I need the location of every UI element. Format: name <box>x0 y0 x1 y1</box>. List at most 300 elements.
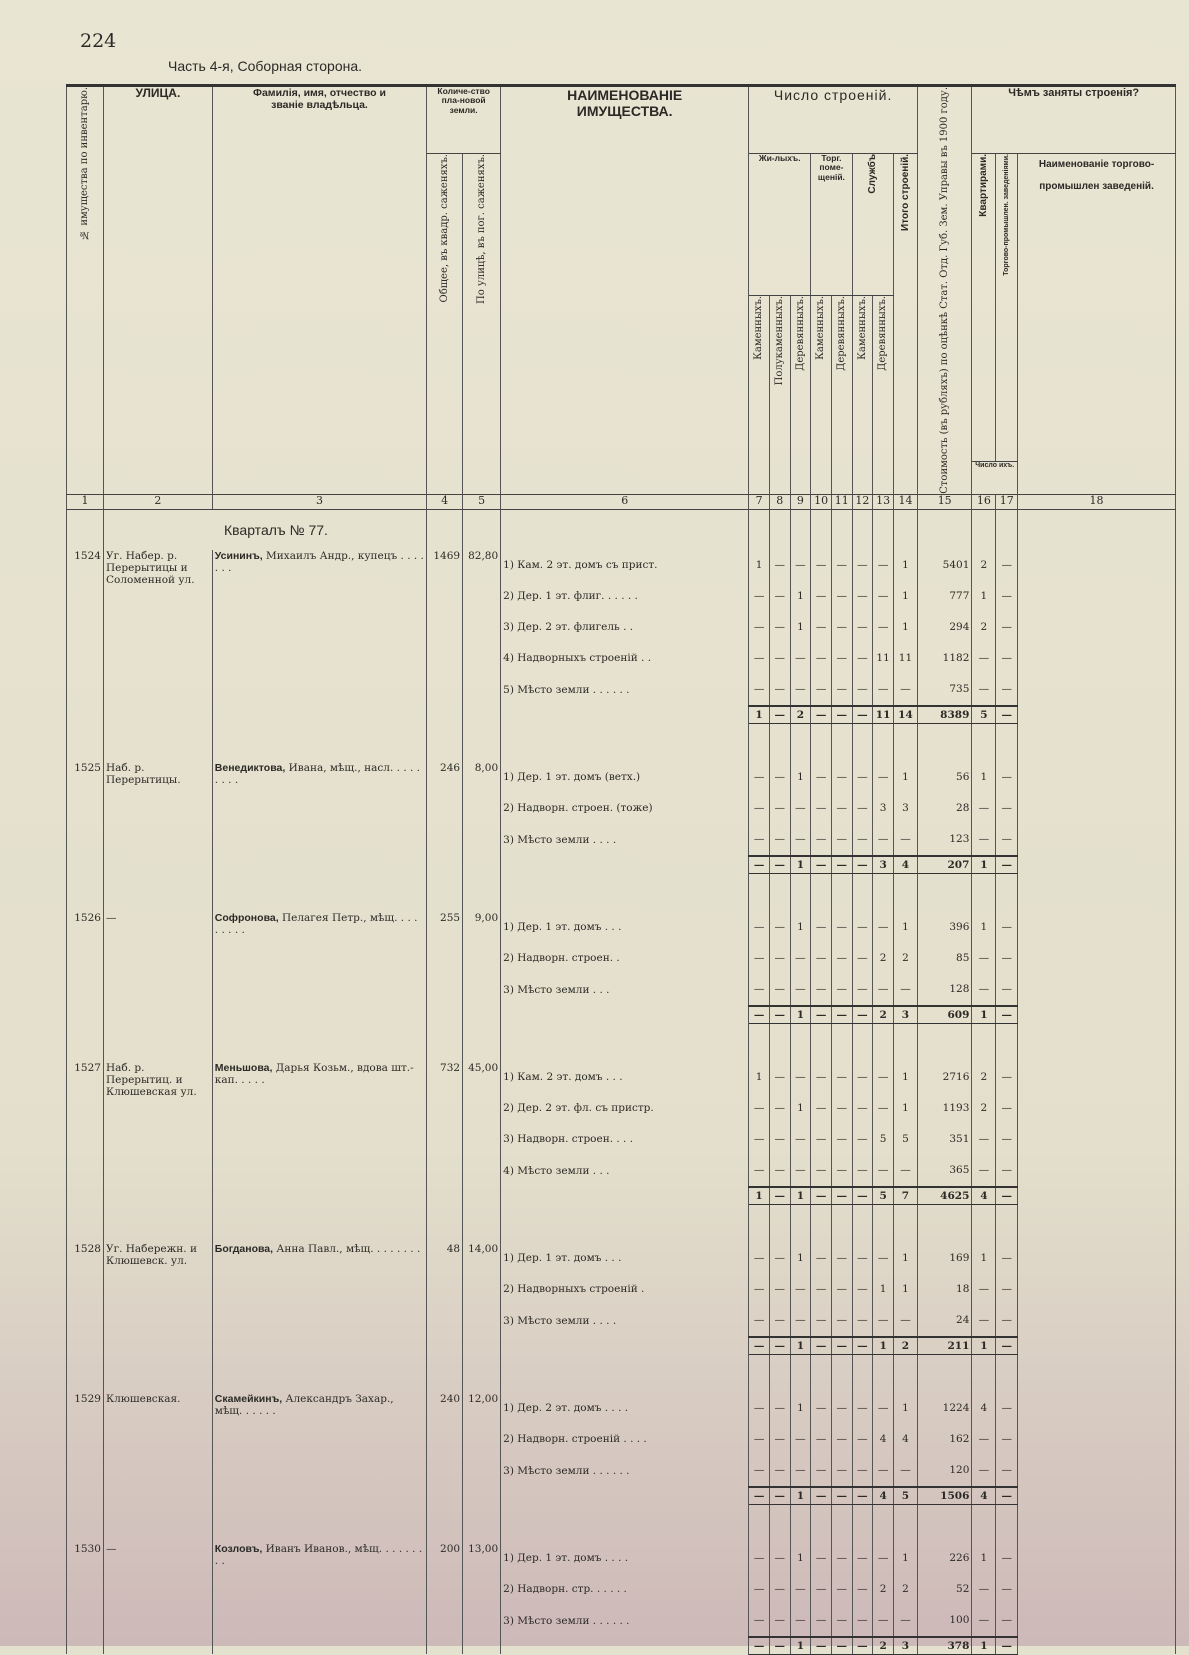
total-trade: — <box>996 706 1018 724</box>
property-name: 3) Мѣсто земли . . . . . . <box>501 1455 749 1487</box>
building-count: — <box>873 674 894 706</box>
building-count: — <box>831 550 852 581</box>
building-count: — <box>749 1574 770 1605</box>
property-name: 1) Дер. 1 эт. домъ (ветх.) <box>501 762 749 793</box>
building-count: — <box>873 1605 894 1637</box>
establishment-name <box>1018 1393 1176 1424</box>
building-count: 1 <box>893 1393 917 1424</box>
property-value: 5401 <box>917 550 971 581</box>
total-establishment <box>1018 1337 1176 1355</box>
header-establishment-names: Наименованіе торгово-промышлен заведеній. <box>1018 154 1176 495</box>
building-count: — <box>893 1605 917 1637</box>
gap-cell <box>769 1504 790 1543</box>
column-number: 7 <box>749 494 770 509</box>
building-count: 5 <box>893 1124 917 1155</box>
entry-gap-row <box>67 1023 1176 1062</box>
apartments-count: — <box>972 793 996 824</box>
building-count: — <box>811 1605 832 1637</box>
property-name: 2) Надворныхъ строеній . <box>501 1274 749 1305</box>
property-name: 3) Мѣсто земли . . . . <box>501 824 749 856</box>
land-area: 1469 <box>427 550 463 724</box>
trade-count: — <box>996 762 1018 793</box>
building-count: — <box>852 793 873 824</box>
property-item-row <box>67 762 1176 793</box>
trade-count: — <box>996 1605 1018 1637</box>
property-value: 735 <box>917 674 971 706</box>
column-number: 17 <box>996 494 1018 509</box>
street-name: — <box>103 1543 212 1655</box>
trade-count: — <box>996 793 1018 824</box>
property-value: 1182 <box>917 643 971 674</box>
building-count: — <box>769 1605 790 1637</box>
property-name: 1) Кам. 2 эт. домъ . . . <box>501 1062 749 1093</box>
gap-cell <box>67 873 104 912</box>
establishment-name <box>1018 974 1176 1006</box>
column-number: 8 <box>769 494 790 509</box>
gap-cell <box>790 1204 811 1243</box>
building-count: — <box>811 1274 832 1305</box>
total-count: — <box>831 706 852 724</box>
trade-count: — <box>996 1124 1018 1155</box>
gap-cell <box>103 723 212 762</box>
total-count: 2 <box>873 1637 894 1655</box>
gap-cell <box>873 1204 894 1243</box>
property-value: 1224 <box>917 1393 971 1424</box>
gap-cell <box>769 1354 790 1393</box>
total-value: 211 <box>917 1337 971 1355</box>
header-building-count: Число строеній. <box>749 86 918 154</box>
owner-cell <box>212 762 426 874</box>
total-value: 378 <box>917 1637 971 1655</box>
inventory-number: 1530 <box>67 1543 104 1655</box>
land-area: 255 <box>427 912 463 1024</box>
building-count: — <box>790 1124 811 1155</box>
total-apartments: 1 <box>972 1337 996 1355</box>
gap-cell <box>790 723 811 762</box>
gap-cell <box>749 873 770 912</box>
trade-count: — <box>996 612 1018 643</box>
gap-cell <box>463 873 501 912</box>
building-count: 1 <box>893 1093 917 1124</box>
owner-details: Анна Павл., мѣщ. . . . . . . . <box>276 1242 421 1255</box>
property-value: 169 <box>917 1243 971 1274</box>
table-body <box>67 509 1176 1654</box>
apartments-count: 2 <box>972 550 996 581</box>
building-count: 2 <box>873 1574 894 1605</box>
frontage: 14,00 <box>463 1243 501 1355</box>
building-count: — <box>769 674 790 706</box>
header-trade: Торг. поме-щеній. <box>811 154 852 296</box>
total-count: — <box>811 856 832 874</box>
building-count: — <box>831 1243 852 1274</box>
building-count: — <box>811 1543 832 1574</box>
building-count: — <box>790 974 811 1006</box>
total-establishment <box>1018 856 1176 874</box>
header-trade-stone: Каменныхъ. <box>815 295 827 360</box>
building-count: — <box>769 1455 790 1487</box>
trade-count: — <box>996 1455 1018 1487</box>
building-count: — <box>852 1274 873 1305</box>
total-count: — <box>852 706 873 724</box>
building-count: — <box>790 1305 811 1337</box>
gap-cell <box>427 723 463 762</box>
column-number: 14 <box>893 494 917 509</box>
building-count: — <box>769 1062 790 1093</box>
property-name: 2) Дер. 1 эт. флиг. . . . . . <box>501 581 749 612</box>
building-count: — <box>852 1305 873 1337</box>
gap-cell <box>996 723 1018 762</box>
establishment-name <box>1018 1305 1176 1337</box>
establishment-name <box>1018 912 1176 943</box>
gap-cell <box>212 1204 426 1243</box>
total-count: — <box>769 856 790 874</box>
building-count: — <box>749 674 770 706</box>
total-count: 11 <box>873 706 894 724</box>
building-count: — <box>769 612 790 643</box>
building-count: — <box>831 1274 852 1305</box>
total-count: 1 <box>790 1487 811 1505</box>
building-count: — <box>769 1155 790 1187</box>
building-count: 1 <box>749 550 770 581</box>
quarter-heading-row <box>67 509 1176 550</box>
property-name: 1) Дер. 1 эт. домъ . . . . <box>501 1543 749 1574</box>
building-count: — <box>769 762 790 793</box>
owner-details: Иванъ Иванов., мѣщ. . . . . . . . . <box>214 1542 423 1567</box>
building-count: 11 <box>873 643 894 674</box>
inventory-number: 1529 <box>67 1393 104 1505</box>
building-count: 2 <box>873 943 894 974</box>
gap-cell <box>852 1023 873 1062</box>
building-count: — <box>749 581 770 612</box>
street-name: Наб. р. Перерытицы. <box>103 762 212 874</box>
building-count: — <box>811 824 832 856</box>
gap-cell <box>427 1204 463 1243</box>
total-count: — <box>749 856 770 874</box>
building-count: — <box>749 974 770 1006</box>
owner-surname: Софронова, <box>214 911 279 924</box>
total-establishment <box>1018 1487 1176 1505</box>
building-count: — <box>873 824 894 856</box>
building-count: — <box>852 912 873 943</box>
building-count: — <box>749 1093 770 1124</box>
gap-cell <box>427 1354 463 1393</box>
owner-details: Ивана, мѣщ., насл. . . . . . . . . <box>214 761 421 786</box>
owner-cell <box>212 550 426 724</box>
column-number: 6 <box>501 494 749 509</box>
building-count: 1 <box>790 1393 811 1424</box>
gap-cell <box>463 1204 501 1243</box>
trade-count: — <box>996 824 1018 856</box>
trade-count: — <box>996 912 1018 943</box>
total-count: — <box>769 1187 790 1205</box>
property-value: 1193 <box>917 1093 971 1124</box>
building-count: — <box>811 643 832 674</box>
header-property-name: НАИМЕНОВАНІЕ ИМУЩЕСТВА. <box>501 86 749 495</box>
property-name: 3) Надворн. строен. . . . <box>501 1124 749 1155</box>
total-spacer <box>501 706 749 724</box>
gap-cell <box>1018 1204 1176 1243</box>
gap-cell <box>831 873 852 912</box>
inventory-number: 1526 <box>67 912 104 1024</box>
trade-count: — <box>996 1424 1018 1455</box>
owner-cell <box>212 1243 426 1355</box>
establishment-name <box>1018 581 1176 612</box>
building-count: — <box>749 824 770 856</box>
total-spacer <box>501 1337 749 1355</box>
column-number: 15 <box>917 494 971 509</box>
gap-cell <box>67 723 104 762</box>
building-count: — <box>831 1093 852 1124</box>
building-count: — <box>790 1155 811 1187</box>
building-count: — <box>790 674 811 706</box>
column-number: 4 <box>427 494 463 509</box>
building-count: — <box>769 1424 790 1455</box>
establishment-name <box>1018 612 1176 643</box>
building-count: — <box>790 1424 811 1455</box>
gap-cell <box>67 1354 104 1393</box>
property-value: 52 <box>917 1574 971 1605</box>
building-count: 1 <box>790 762 811 793</box>
inventory-number: 1525 <box>67 762 104 874</box>
property-value: 56 <box>917 762 971 793</box>
building-count: — <box>811 1243 832 1274</box>
apartments-count: — <box>972 1274 996 1305</box>
land-area: 246 <box>427 762 463 874</box>
header-res-halfstone: Полукаменныхъ. <box>773 295 785 385</box>
entry-gap-row <box>67 873 1176 912</box>
total-spacer <box>501 856 749 874</box>
total-count: — <box>831 1337 852 1355</box>
total-trade: — <box>996 1187 1018 1205</box>
total-establishment <box>1018 706 1176 724</box>
building-count: — <box>749 943 770 974</box>
total-count: — <box>811 1337 832 1355</box>
establishment-name <box>1018 1124 1176 1155</box>
establishment-name <box>1018 1605 1176 1637</box>
entry-gap-row <box>67 1354 1176 1393</box>
establishment-name <box>1018 1155 1176 1187</box>
property-value: 85 <box>917 943 971 974</box>
building-count: — <box>749 1305 770 1337</box>
building-count: — <box>852 1455 873 1487</box>
gap-cell <box>811 1204 832 1243</box>
total-value: 4625 <box>917 1187 971 1205</box>
property-name: 3) Мѣсто земли . . . . <box>501 1305 749 1337</box>
column-number: 9 <box>790 494 811 509</box>
building-count: — <box>769 974 790 1006</box>
apartments-count: — <box>972 1155 996 1187</box>
property-name: 1) Дер. 1 эт. домъ . . . <box>501 1243 749 1274</box>
building-count: — <box>873 1093 894 1124</box>
building-count: — <box>893 1305 917 1337</box>
trade-count: — <box>996 1062 1018 1093</box>
building-count: 5 <box>873 1124 894 1155</box>
property-value: 123 <box>917 824 971 856</box>
building-count: 1 <box>893 550 917 581</box>
trade-count: — <box>996 943 1018 974</box>
owner-cell <box>212 1543 426 1655</box>
total-apartments: 1 <box>972 856 996 874</box>
establishment-name <box>1018 1093 1176 1124</box>
building-count: — <box>749 643 770 674</box>
owner-surname: Усининъ, <box>214 549 263 562</box>
property-value: 100 <box>917 1605 971 1637</box>
building-count: — <box>831 912 852 943</box>
gap-cell <box>769 1023 790 1062</box>
gap-cell <box>67 1204 104 1243</box>
building-count: — <box>831 1305 852 1337</box>
header-serv-stone: Каменныхъ. <box>856 295 868 360</box>
gap-cell <box>873 1023 894 1062</box>
column-number: 3 <box>212 494 426 509</box>
header-land: Количе-ство пла-новой земли. <box>427 86 501 154</box>
building-count: — <box>831 1543 852 1574</box>
property-name: 4) Мѣсто земли . . . <box>501 1155 749 1187</box>
gap-cell <box>103 1354 212 1393</box>
building-count: 1 <box>893 1274 917 1305</box>
total-spacer <box>501 1487 749 1505</box>
building-count: 1 <box>790 581 811 612</box>
total-value: 609 <box>917 1006 971 1024</box>
total-count: — <box>769 1006 790 1024</box>
property-name: 1) Кам. 2 эт. домъ съ прист. <box>501 550 749 581</box>
building-count: — <box>790 1455 811 1487</box>
property-value: 28 <box>917 793 971 824</box>
building-count: — <box>769 793 790 824</box>
header-area-total: Общее, въ квадр. саженяхъ. <box>438 154 450 303</box>
building-count: — <box>852 1393 873 1424</box>
total-spacer <box>501 1187 749 1205</box>
total-count: 14 <box>893 706 917 724</box>
property-value: 777 <box>917 581 971 612</box>
gap-cell <box>996 1023 1018 1062</box>
entry-gap-row <box>67 1504 1176 1543</box>
gap-cell <box>852 1354 873 1393</box>
building-count: — <box>769 581 790 612</box>
gap-cell <box>972 723 996 762</box>
building-count: — <box>811 1124 832 1155</box>
apartments-count: 2 <box>972 1062 996 1093</box>
building-count: 3 <box>893 793 917 824</box>
building-count: — <box>873 1305 894 1337</box>
total-apartments: 1 <box>972 1006 996 1024</box>
total-count: — <box>749 1637 770 1655</box>
building-count: — <box>852 674 873 706</box>
owner-surname: Скамейкинъ, <box>214 1392 283 1405</box>
property-name: 2) Надворн. строен. . <box>501 943 749 974</box>
property-name: 3) Дер. 2 эт. флигель . . <box>501 612 749 643</box>
building-count: 1 <box>790 1543 811 1574</box>
establishment-name <box>1018 1424 1176 1455</box>
gap-cell <box>996 1204 1018 1243</box>
building-count: — <box>873 1455 894 1487</box>
gap-cell <box>790 873 811 912</box>
apartments-count: 1 <box>972 912 996 943</box>
column-number: 18 <box>1018 494 1176 509</box>
total-trade: — <box>996 856 1018 874</box>
property-name: 2) Надворн. строен. (тоже) <box>501 793 749 824</box>
property-value: 18 <box>917 1274 971 1305</box>
property-name: 3) Мѣсто земли . . . <box>501 974 749 1006</box>
gap-cell <box>790 1354 811 1393</box>
building-count: — <box>769 1243 790 1274</box>
building-count: — <box>893 674 917 706</box>
building-count: — <box>831 943 852 974</box>
trade-count: — <box>996 1274 1018 1305</box>
building-count: — <box>769 1543 790 1574</box>
building-count: — <box>852 1062 873 1093</box>
total-count: — <box>811 1487 832 1505</box>
building-count: — <box>790 1062 811 1093</box>
building-count: 2 <box>893 943 917 974</box>
building-count: — <box>852 1093 873 1124</box>
header-value: Стоимость (въ рубляхъ) по оцѣнкѣ Стат. Отд. Губ. Зем. Управы въ 1900 году. <box>938 87 950 494</box>
building-count: — <box>893 1155 917 1187</box>
gap-cell <box>1018 1023 1176 1062</box>
building-count: — <box>893 974 917 1006</box>
gap-cell <box>501 1023 749 1062</box>
property-name: 5) Мѣсто земли . . . . . . <box>501 674 749 706</box>
total-count: 2 <box>790 706 811 724</box>
building-count: — <box>852 1605 873 1637</box>
establishment-name <box>1018 1455 1176 1487</box>
total-count: 1 <box>790 1006 811 1024</box>
header-count-of: Число ихъ. <box>972 461 1018 494</box>
column-number: 1 <box>67 494 104 509</box>
gap-cell <box>749 1354 770 1393</box>
total-apartments: 5 <box>972 706 996 724</box>
property-value: 120 <box>917 1455 971 1487</box>
header-apartments: Квартирами. <box>978 154 990 217</box>
building-count: — <box>873 1543 894 1574</box>
total-count: — <box>831 1006 852 1024</box>
total-count: 3 <box>873 856 894 874</box>
inventory-number: 1527 <box>67 1062 104 1205</box>
building-count: — <box>831 1062 852 1093</box>
building-count: — <box>790 824 811 856</box>
property-name: 1) Дер. 2 эт. домъ . . . . <box>501 1393 749 1424</box>
trade-count: — <box>996 1305 1018 1337</box>
building-count: 1 <box>893 1062 917 1093</box>
trade-count: — <box>996 974 1018 1006</box>
establishment-name <box>1018 550 1176 581</box>
establishment-name <box>1018 1243 1176 1274</box>
header-trade-wooden: Деревянныхъ. <box>836 295 847 371</box>
header-res-stone: Каменныхъ. <box>753 295 765 360</box>
gap-cell <box>103 1504 212 1543</box>
header-street: УЛИЦА. <box>103 86 212 495</box>
property-name: 2) Дер. 2 эт. фл. съ пристр. <box>501 1093 749 1124</box>
building-count: — <box>811 1393 832 1424</box>
building-count: 11 <box>893 643 917 674</box>
gap-cell <box>893 1023 917 1062</box>
trade-count: — <box>996 1574 1018 1605</box>
building-count: — <box>873 1155 894 1187</box>
column-number: 13 <box>873 494 894 509</box>
gap-cell <box>212 1023 426 1062</box>
building-count: — <box>831 1574 852 1605</box>
total-count: — <box>852 856 873 874</box>
total-apartments: 4 <box>972 1487 996 1505</box>
owner-cell <box>212 1062 426 1205</box>
building-count: — <box>749 1424 770 1455</box>
total-count: — <box>831 1487 852 1505</box>
trade-count: — <box>996 550 1018 581</box>
building-count: — <box>852 550 873 581</box>
land-area: 240 <box>427 1393 463 1505</box>
gap-cell <box>893 1204 917 1243</box>
owner-details: Александръ Захар., мѣщ. . . . . . <box>214 1392 394 1417</box>
